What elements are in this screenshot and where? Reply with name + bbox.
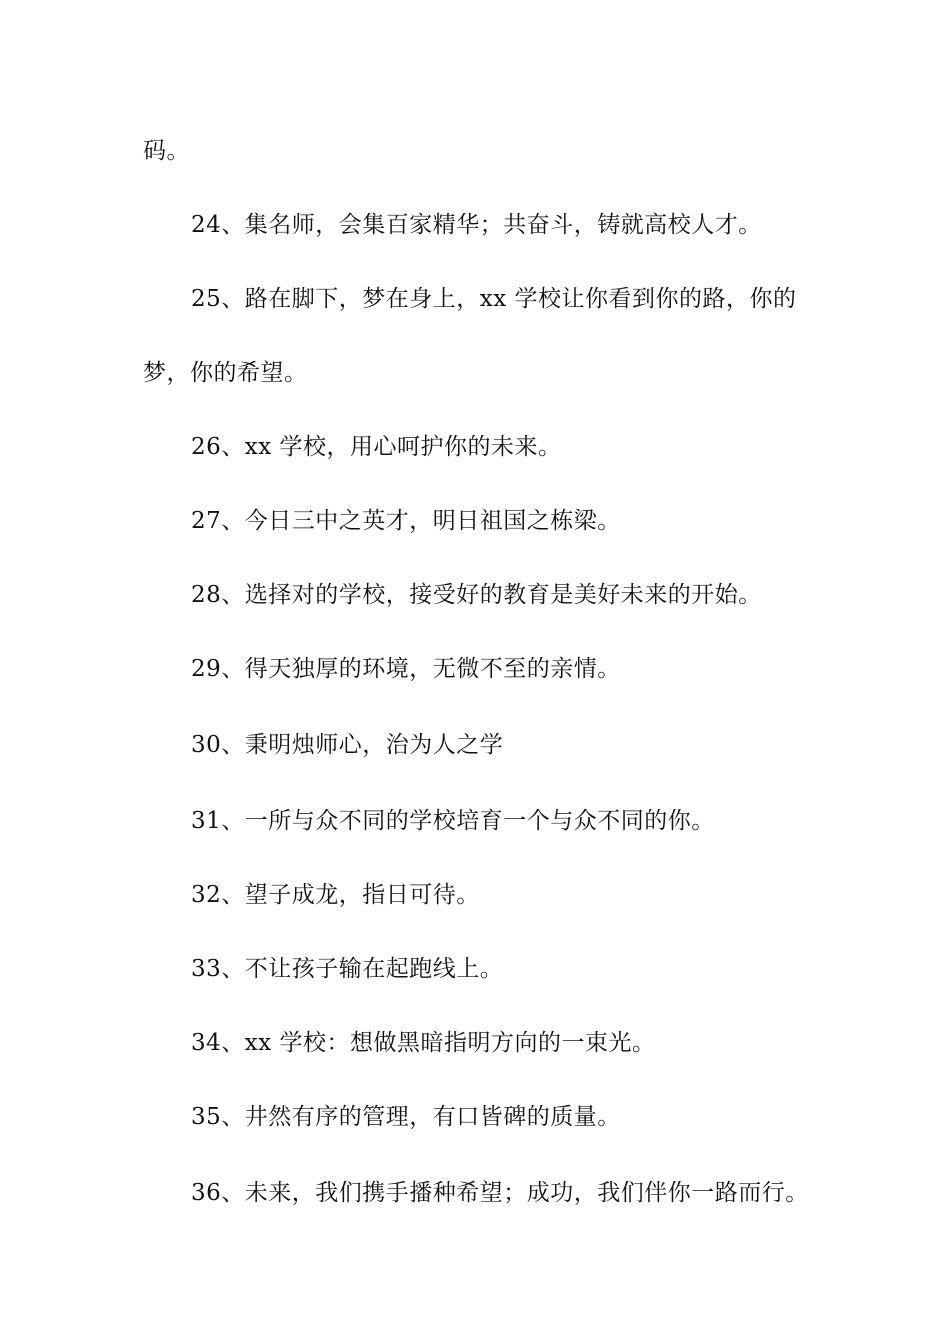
slogan-item-29: 29、得天独厚的环境，无微不至的亲情。 bbox=[191, 656, 621, 682]
slogan-item-25-continuation: 梦，你的希望。 bbox=[143, 360, 308, 386]
slogan-item-33: 33、不让孩子输在起跑线上。 bbox=[191, 956, 504, 982]
slogan-item-31: 31、一所与众不同的学校培育一个与众不同的你。 bbox=[191, 808, 715, 834]
slogan-item-35: 35、井然有序的管理，有口皆碑的质量。 bbox=[191, 1104, 621, 1130]
slogan-item-25: 25、路在脚下，梦在身上，xx 学校让你看到你的路，你的 bbox=[191, 286, 797, 312]
slogan-item-28: 28、选择对的学校，接受好的教育是美好未来的开始。 bbox=[191, 582, 762, 608]
slogan-item-34: 34、xx 学校：想做黑暗指明方向的一束光。 bbox=[191, 1030, 656, 1056]
slogan-item-32: 32、望子成龙，指日可待。 bbox=[191, 882, 480, 908]
slogan-item-36: 36、未来，我们携手播种希望；成功，我们伴你一路而行。 bbox=[191, 1180, 809, 1206]
slogan-item-30: 30、秉明烛师心，治为人之学 bbox=[191, 732, 504, 758]
slogan-item-24: 24、集名师，会集百家精华；共奋斗，铸就高校人才。 bbox=[191, 212, 762, 238]
slogan-item-26: 26、xx 学校，用心呵护你的未来。 bbox=[191, 434, 562, 460]
slogan-item-27: 27、今日三中之英才，明日祖国之栋梁。 bbox=[191, 508, 621, 534]
text-line-continuation: 码。 bbox=[143, 138, 190, 164]
